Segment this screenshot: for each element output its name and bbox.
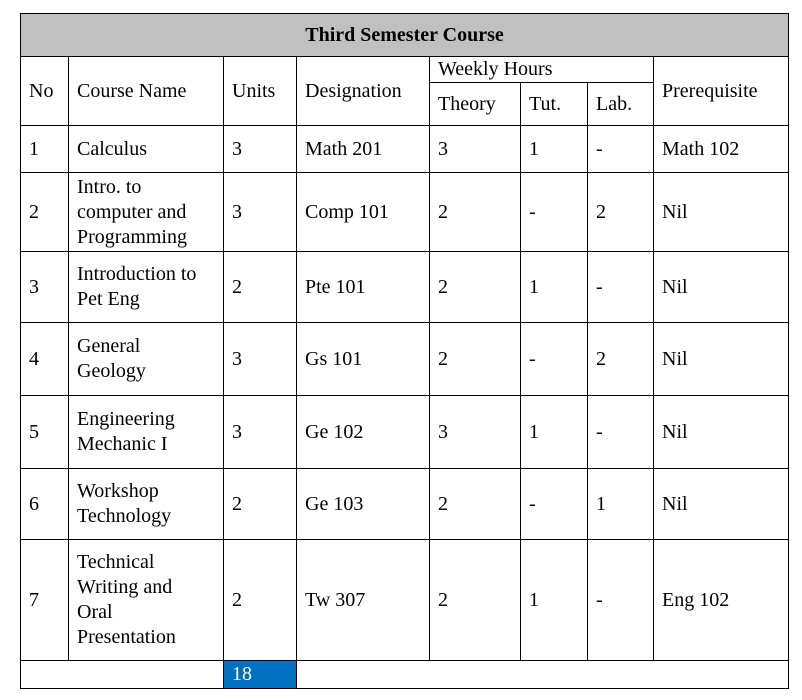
cell-no: 7 xyxy=(21,540,69,661)
cell-tut: - xyxy=(521,173,588,252)
table-row xyxy=(21,469,789,540)
cell-theory: 3 xyxy=(430,396,521,469)
course-name-line: Intro. to xyxy=(77,175,142,198)
course-name-line: Engineering xyxy=(77,408,175,430)
cell-units: 3 xyxy=(224,126,297,173)
cell-tut: 1 xyxy=(521,396,588,469)
cell-lab: - xyxy=(588,540,654,661)
cell-units: 2 xyxy=(224,469,297,540)
course-name-line: Mechanic I xyxy=(77,433,168,455)
cell-lab: 2 xyxy=(588,173,654,252)
cell-prerequisite: Nil xyxy=(654,252,789,323)
table-row xyxy=(21,252,789,323)
cell-no: 5 xyxy=(21,396,69,469)
header-units: Units xyxy=(224,57,297,126)
cell-units: 3 xyxy=(224,323,297,396)
cell-theory: 2 xyxy=(430,252,521,323)
cell-no: 2 xyxy=(21,173,69,252)
table-row xyxy=(21,396,789,469)
cell-designation: Math 201 xyxy=(297,126,430,173)
cell-tut: 1 xyxy=(521,540,588,661)
cell-prerequisite: Nil xyxy=(654,396,789,469)
course-name-line: General xyxy=(77,335,141,357)
totals-row xyxy=(21,661,789,689)
cell-no: 6 xyxy=(21,469,69,540)
table-row xyxy=(21,323,789,396)
totals-trailing-cell xyxy=(297,661,789,689)
course-name-line: Technology xyxy=(77,505,172,527)
cell-units: 3 xyxy=(224,173,297,252)
cell-theory: 2 xyxy=(430,323,521,396)
cell-tut: - xyxy=(521,323,588,396)
cell-theory: 2 xyxy=(430,173,521,252)
cell-prerequisite: Eng 102 xyxy=(654,540,789,661)
table-body xyxy=(21,14,789,689)
cell-designation: Tw 307 xyxy=(297,540,430,661)
header-weekly-hours: Weekly Hours xyxy=(430,57,654,83)
header-prerequisite: Prerequisite xyxy=(654,57,789,126)
course-name-line: Presentation xyxy=(77,626,176,648)
course-name-line: Workshop xyxy=(77,480,159,502)
cell-no: 3 xyxy=(21,252,69,323)
header-tut: Tut. xyxy=(521,83,588,126)
table-row xyxy=(21,540,789,661)
cell-tut: 1 xyxy=(521,126,588,173)
cell-no: 1 xyxy=(21,126,69,173)
cell-designation: Gs 101 xyxy=(297,323,430,396)
cell-lab: 1 xyxy=(588,469,654,540)
course-name-line: Programming xyxy=(77,225,187,248)
cell-no: 4 xyxy=(21,323,69,396)
cell-designation: Comp 101 xyxy=(297,173,430,252)
cell-prerequisite: Nil xyxy=(654,323,789,396)
cell-course-name xyxy=(69,173,224,252)
cell-theory: 2 xyxy=(430,540,521,661)
table-row xyxy=(21,126,789,173)
cell-course-name xyxy=(69,126,224,173)
cell-units: 2 xyxy=(224,252,297,323)
cell-units: 3 xyxy=(224,396,297,469)
table-title: Third Semester Course xyxy=(21,14,789,57)
cell-tut: 1 xyxy=(521,252,588,323)
cell-course-name xyxy=(69,540,224,661)
table-row xyxy=(21,173,789,252)
cell-lab: - xyxy=(588,252,654,323)
course-name-line: Calculus xyxy=(77,137,147,160)
cell-course-name xyxy=(69,396,224,469)
cell-course-name xyxy=(69,469,224,540)
header-row xyxy=(21,57,789,83)
cell-prerequisite: Nil xyxy=(654,173,789,252)
cell-designation: Pte 101 xyxy=(297,252,430,323)
cell-lab: 2 xyxy=(588,323,654,396)
header-lab: Lab. xyxy=(588,83,654,126)
title-row xyxy=(21,14,789,57)
course-name-line: Pet Eng xyxy=(77,288,140,310)
cell-tut: - xyxy=(521,469,588,540)
total-units-cell: 18 xyxy=(224,661,297,689)
cell-theory: 2 xyxy=(430,469,521,540)
course-name-line: computer and xyxy=(77,200,187,223)
course-name-line: Writing and xyxy=(77,576,173,598)
cell-course-name xyxy=(69,252,224,323)
course-name-line: Geology xyxy=(77,360,146,382)
cell-lab: - xyxy=(588,396,654,469)
cell-designation: Ge 103 xyxy=(297,469,430,540)
header-designation: Designation xyxy=(297,57,430,126)
course-table xyxy=(20,13,789,689)
cell-designation: Ge 102 xyxy=(297,396,430,469)
header-course-name: Course Name xyxy=(69,57,224,126)
totals-empty-cell xyxy=(21,661,224,689)
cell-theory: 3 xyxy=(430,126,521,173)
cell-prerequisite: Math 102 xyxy=(654,126,789,173)
course-name-line: Oral xyxy=(77,601,113,623)
cell-lab: - xyxy=(588,126,654,173)
header-theory: Theory xyxy=(430,83,521,126)
cell-prerequisite: Nil xyxy=(654,469,789,540)
course-name-line: Introduction to xyxy=(77,263,197,285)
header-no: No xyxy=(21,57,69,126)
course-name-line: Technical xyxy=(77,551,155,573)
cell-course-name xyxy=(69,323,224,396)
cell-units: 2 xyxy=(224,540,297,661)
